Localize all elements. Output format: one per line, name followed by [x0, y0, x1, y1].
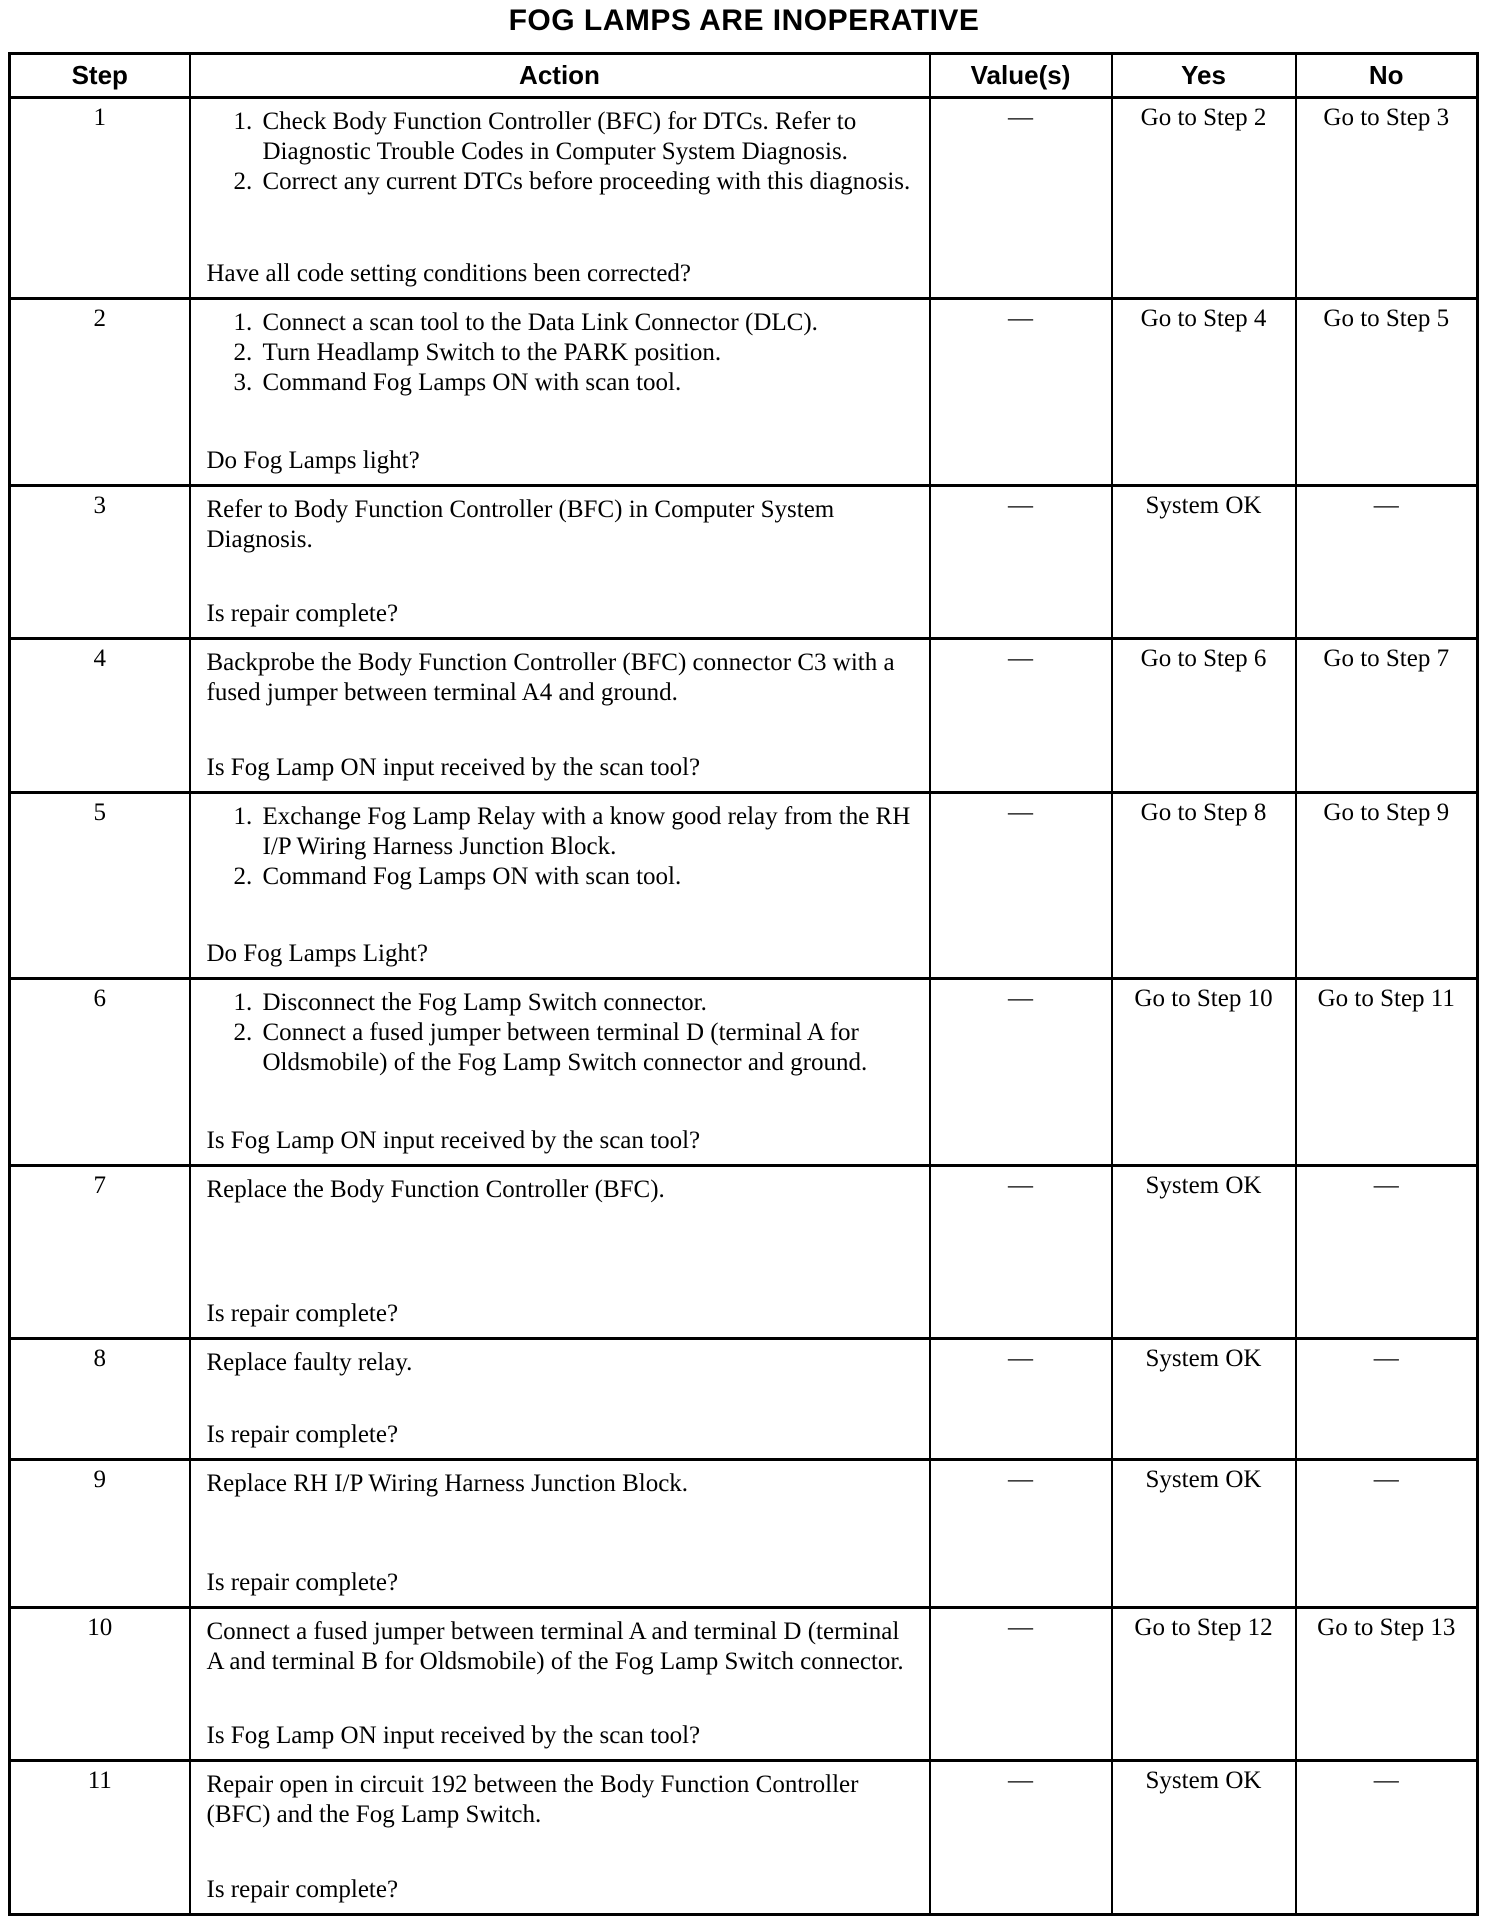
action-step: 1. Exchange Fog Lamp Relay with a know good relay from the RH I/P Wiring Harness Junction Block.: [259, 802, 913, 862]
step-number: 10: [10, 1607, 190, 1761]
value-cell: —: [930, 1339, 1112, 1459]
table-row: [10, 1761, 1478, 1915]
action-cell: [190, 1607, 930, 1761]
action-cell: [190, 299, 930, 486]
header-step: Step: [10, 54, 190, 98]
action-text: Replace the Body Function Controller (BFC).: [206, 1176, 665, 1204]
action-step: 2. Correct any current DTCs before proceeding with this diagnosis.: [259, 167, 913, 197]
diagnostic-table: [8, 52, 1479, 1916]
step-number: 2: [10, 299, 190, 486]
action-question: Do Fog Lamps Light?: [206, 940, 429, 968]
step-number: 7: [10, 1166, 190, 1339]
action-text: Replace RH I/P Wiring Harness Junction Block.: [206, 1469, 689, 1497]
step-number: 6: [10, 979, 190, 1166]
action-cell: [190, 639, 930, 793]
no-result: —: [1296, 1166, 1478, 1339]
table-row: [10, 98, 1478, 299]
step-number: 5: [10, 792, 190, 979]
value-cell: —: [930, 1459, 1112, 1607]
header-action: Action: [190, 54, 930, 98]
action-cell: [190, 1339, 930, 1459]
action-step: 1. Disconnect the Fog Lamp Switch connector.: [259, 988, 913, 1018]
action-question: Is repair complete?: [206, 1876, 399, 1903]
action-text: Backprobe the Body Function Controller (BFC) connector C3 with a fused jumper between terminal A4 and ground.: [206, 649, 895, 707]
value-cell: —: [930, 1166, 1112, 1339]
action-cell: [190, 1459, 930, 1607]
page-title: FOG LAMPS ARE INOPERATIVE: [508, 4, 980, 37]
action-text: Repair open in circuit 192 between the Body Function Controller (BFC) and the Fog Lamp Switch.: [206, 1771, 859, 1829]
table-row: [10, 639, 1478, 793]
step-number: 11: [10, 1761, 190, 1915]
no-result: —: [1296, 485, 1478, 639]
action-text: Refer to Body Function Controller (BFC) in Computer System Diagnosis.: [206, 495, 835, 553]
action-cell: [190, 98, 930, 299]
no-result: Go to Step 9: [1296, 792, 1478, 979]
yes-result: System OK: [1112, 1166, 1296, 1339]
no-result: Go to Step 5: [1296, 299, 1478, 486]
header-no: No: [1296, 54, 1478, 98]
action-step: 1. Check Body Function Controller (BFC) for DTCs. Refer to Diagnostic Trouble Codes in Computer System Diagnosis.: [259, 107, 913, 167]
yes-result: System OK: [1112, 1761, 1296, 1915]
action-question: Is repair complete?: [206, 1420, 399, 1448]
action-step: 1. Connect a scan tool to the Data Link Connector (DLC).: [259, 308, 913, 338]
table-row: [10, 485, 1478, 639]
action-question: Is Fog Lamp ON input received by the scan tool?: [206, 753, 701, 781]
value-cell: —: [930, 1761, 1112, 1915]
action-question: Is repair complete?: [206, 1568, 399, 1596]
action-steps-list: [207, 107, 913, 197]
value-cell: —: [930, 1607, 1112, 1761]
step-number: 4: [10, 639, 190, 793]
yes-result: System OK: [1112, 485, 1296, 639]
action-cell: [190, 1761, 930, 1915]
yes-result: Go to Step 8: [1112, 792, 1296, 979]
table-row: [10, 1459, 1478, 1607]
action-cell: [190, 792, 930, 979]
value-cell: —: [930, 485, 1112, 639]
step-number: 1: [10, 98, 190, 299]
no-result: Go to Step 11: [1296, 979, 1478, 1166]
step-number: 9: [10, 1459, 190, 1607]
action-step: 3. Command Fog Lamps ON with scan tool.: [259, 368, 913, 398]
action-question: Is Fog Lamp ON input received by the scan tool?: [206, 1722, 701, 1750]
action-question: Do Fog Lamps light?: [206, 446, 420, 474]
yes-result: System OK: [1112, 1339, 1296, 1459]
yes-result: System OK: [1112, 1459, 1296, 1607]
value-cell: —: [930, 299, 1112, 486]
action-steps-list: [207, 988, 913, 1078]
action-question: Is repair complete?: [206, 600, 399, 628]
yes-result: Go to Step 2: [1112, 98, 1296, 299]
table-row: [10, 979, 1478, 1166]
value-cell: —: [930, 792, 1112, 979]
table-row: [10, 792, 1478, 979]
table-row: [10, 1339, 1478, 1459]
table-row: [10, 1607, 1478, 1761]
action-cell: [190, 1166, 930, 1339]
no-result: —: [1296, 1761, 1478, 1915]
no-result: —: [1296, 1339, 1478, 1459]
yes-result: Go to Step 12: [1112, 1607, 1296, 1761]
step-number: 3: [10, 485, 190, 639]
action-step: 2. Connect a fused jumper between terminal D (terminal A for Oldsmobile) of the Fog Lamp Switch connector and ground.: [259, 1018, 913, 1078]
table-row: [10, 1166, 1478, 1339]
action-cell: [190, 485, 930, 639]
table-body: [10, 98, 1478, 1915]
no-result: Go to Step 13: [1296, 1607, 1478, 1761]
action-step: 2. Turn Headlamp Switch to the PARK position.: [259, 338, 913, 368]
no-result: —: [1296, 1459, 1478, 1607]
yes-result: Go to Step 4: [1112, 299, 1296, 486]
action-text: Replace faulty relay.: [206, 1349, 413, 1377]
table-row: [10, 299, 1478, 486]
action-text: Connect a fused jumper between terminal A and terminal D (terminal A and terminal B for Oldsmobile) of the Fog Lamp Switch connector.: [206, 1617, 904, 1675]
action-steps-list: [207, 802, 913, 892]
yes-result: Go to Step 10: [1112, 979, 1296, 1166]
value-cell: —: [930, 98, 1112, 299]
action-step: 2. Command Fog Lamps ON with scan tool.: [259, 862, 913, 892]
value-cell: —: [930, 979, 1112, 1166]
step-number: 8: [10, 1339, 190, 1459]
action-cell: [190, 979, 930, 1166]
header-values: Value(s): [930, 54, 1112, 98]
no-result: Go to Step 7: [1296, 639, 1478, 793]
no-result: Go to Step 3: [1296, 98, 1478, 299]
table-header-row: [10, 54, 1478, 98]
action-question: Is Fog Lamp ON input received by the scan tool?: [206, 1127, 701, 1155]
yes-result: Go to Step 6: [1112, 639, 1296, 793]
value-cell: —: [930, 639, 1112, 793]
action-question: Have all code setting conditions been corrected?: [206, 260, 692, 288]
header-yes: Yes: [1112, 54, 1296, 98]
action-question: Is repair complete?: [206, 1300, 399, 1328]
action-steps-list: [207, 308, 913, 398]
